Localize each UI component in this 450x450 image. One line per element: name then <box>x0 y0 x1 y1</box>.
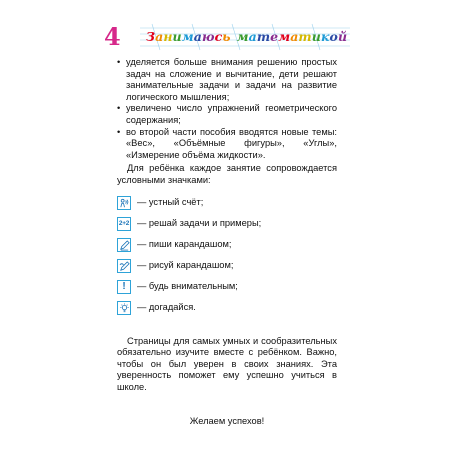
title-letter: а <box>290 29 299 44</box>
pencil-write-icon <box>117 238 131 252</box>
title-letter: м <box>236 29 249 44</box>
title-letter: м <box>278 29 291 44</box>
title-letter: м <box>181 29 194 44</box>
legend-item-oral-count <box>117 193 337 214</box>
title-letter: и <box>172 29 182 44</box>
attention-icon: ! <box>117 280 131 294</box>
page-number: 4 <box>104 22 121 51</box>
legend-item-math-problems <box>117 214 337 235</box>
page-header <box>100 20 350 54</box>
title-letter: т <box>298 29 312 44</box>
title-letter: и <box>311 29 321 44</box>
legend-intro: Для ребёнка каждое занятие сопровождается условными значками: <box>117 163 337 185</box>
title-letter: с <box>214 29 223 44</box>
math-problems-icon: 2+2 <box>117 217 131 231</box>
list-item: • во второй части пособия вводятся новые темы: «Вес», «Объёмные фигуры», «Углы», «Измерение объёма жидкости». <box>117 127 337 162</box>
legend-label: — пиши карандашом; <box>137 239 232 250</box>
legend-item-pencil-write <box>117 235 337 256</box>
legend-label: — устный счёт; <box>137 197 204 208</box>
title-letter: ь <box>222 29 231 44</box>
legend-item-attention <box>117 277 337 298</box>
legend-item-pencil-draw <box>117 256 337 277</box>
page-content <box>117 57 337 427</box>
title-letter: ю <box>201 29 215 44</box>
legend-label: — догадайся. <box>137 302 196 313</box>
title-letter: н <box>163 29 173 44</box>
book-title <box>146 29 347 45</box>
title-letter: т <box>256 29 271 44</box>
legend-item-idea <box>117 298 337 319</box>
title-letter: З <box>146 29 156 44</box>
oral-count-icon <box>117 196 131 210</box>
title-letter: к <box>320 29 330 44</box>
title-letter: й <box>337 29 348 44</box>
legend-label: — рисуй карандашом; <box>137 260 234 271</box>
icon-legend <box>117 193 337 319</box>
closing-wish: Желаем успехов! <box>189 415 265 426</box>
list-item: • увеличено число упражнений геометрического содержания; <box>117 103 337 126</box>
title-letter: о <box>329 29 338 44</box>
title-letter: а <box>248 29 257 44</box>
idea-bulb-icon <box>117 301 131 315</box>
legend-label: — решай задачи и примеры; <box>137 218 262 229</box>
list-item: • уделяется больше внимания решению простых задач на сложение и вычитание, дети решают занимательные задачи и задачи на развитие логического мышления; <box>117 57 337 103</box>
title-letter: а <box>155 29 164 44</box>
pencil-draw-icon <box>117 259 131 273</box>
feature-list <box>117 57 337 161</box>
legend-label: — будь внимательным; <box>137 281 238 292</box>
title-letter: е <box>270 29 279 44</box>
title-letter: а <box>193 29 202 44</box>
closing-paragraph: Страницы для самых умных и сообразительных обязательно изучите вместе с ребёнком. Важно, чтобы он был уверен в своих знаниях. Эта уверенность поможет ему успешно учиться в школе. <box>117 335 337 392</box>
